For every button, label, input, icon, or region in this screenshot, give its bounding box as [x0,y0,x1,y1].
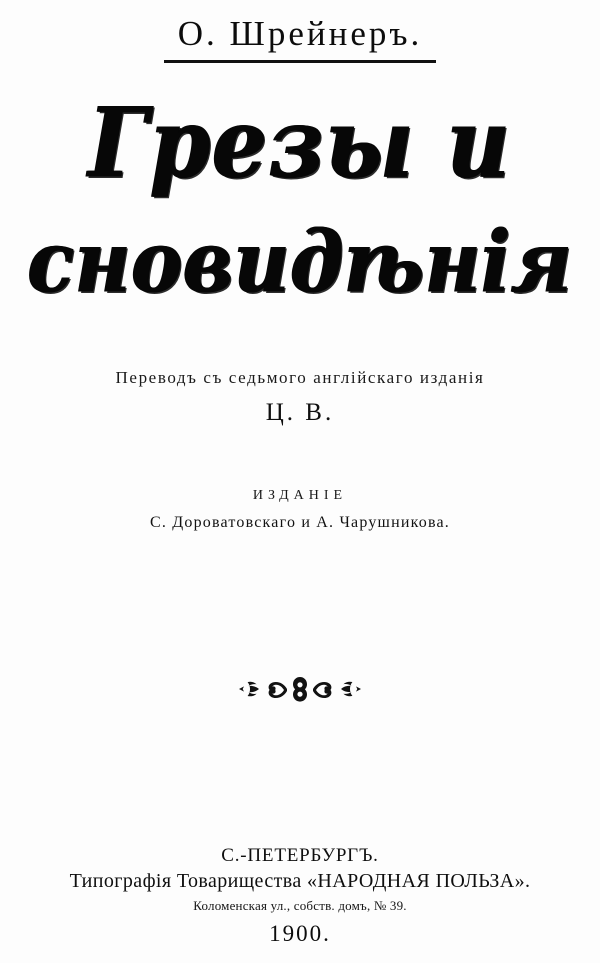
translation-block [0,368,600,427]
author-underline-rule [164,60,436,63]
imprint-city: С.-ПЕТЕРБУРГЪ. [221,845,379,866]
imprint-printing-house: Типографія Товарищества «НАРОДНАЯ ПОЛЬЗА». [69,870,531,892]
book-title [0,87,600,312]
author-name: О. Шрейнеръ. [177,14,423,53]
translator-initials: Ц. В. [265,399,335,426]
book-title-line-1: Грезы и [88,87,512,201]
translation-note: Переводъ съ седьмого англійскаго изданія [115,368,485,387]
imprint-address: Коломенская ул., собств. домъ, № 39. [193,898,407,913]
imprint-block [0,845,600,947]
publisher-names: С. Дороватовскаго и А. Чарушникова. [149,514,450,531]
book-title-line-2: сновидѣнія [27,212,573,312]
ornament-block [0,672,600,711]
publisher-block [0,488,600,532]
publisher-label: ИЗДАНІЕ [252,488,348,503]
author-block [0,14,600,63]
floral-ornament-icon [215,672,385,710]
imprint-year: 1900. [269,921,331,946]
